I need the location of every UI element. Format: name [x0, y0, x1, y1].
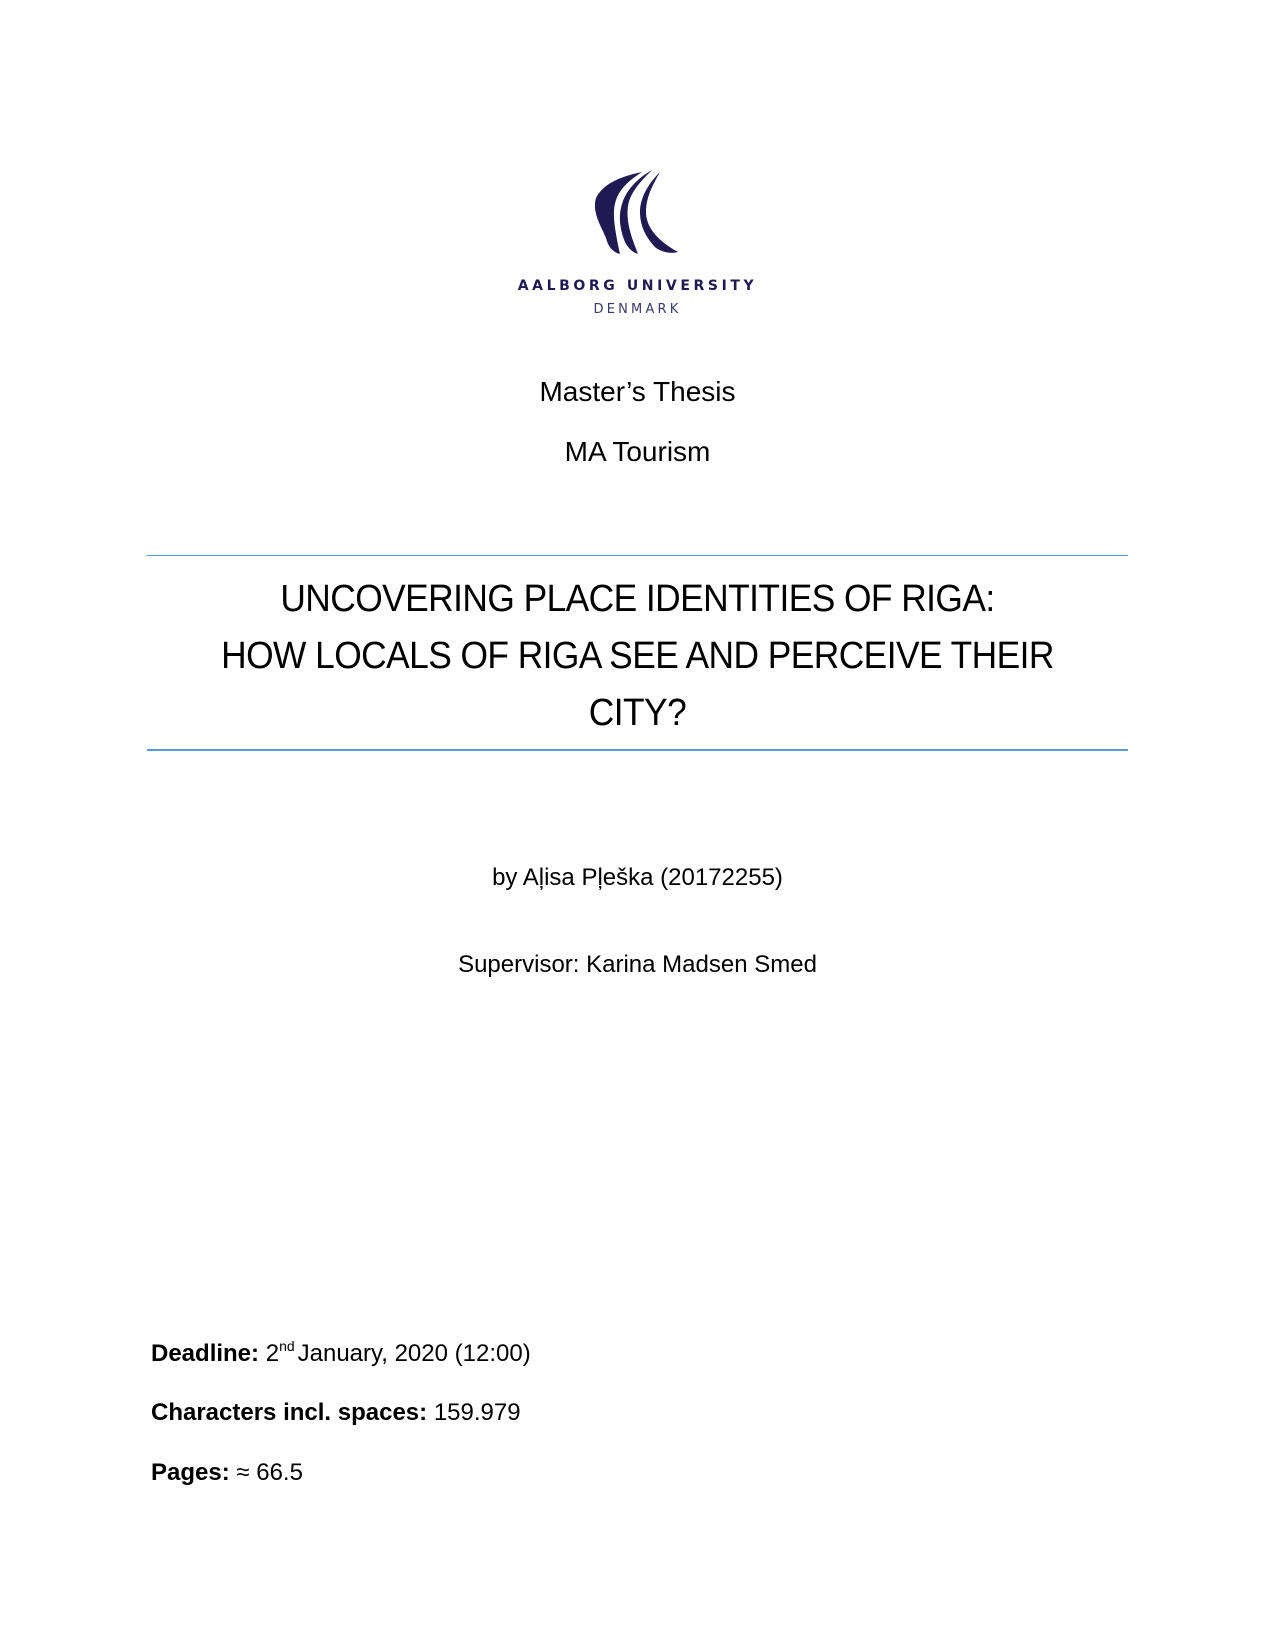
- supervisor-line: Supervisor: Karina Madsen Smed: [458, 951, 817, 978]
- aalborg-university-wave-logo-icon: [590, 168, 680, 260]
- deadline-rest: January, 2020 (12:00): [297, 1340, 531, 1367]
- programme-name: MA Tourism: [564, 436, 711, 467]
- title-rule-top: [147, 555, 1128, 556]
- degree-type: Master’s Thesis: [539, 376, 736, 407]
- title-rule-bottom: [147, 749, 1128, 751]
- characters-line: [151, 1399, 521, 1427]
- characters-label: Characters incl. spaces:: [151, 1399, 428, 1426]
- thesis-title: [181, 571, 1093, 742]
- thesis-title-line: UNCOVERING PLACE IDENTITIES OF RIGA:: [280, 578, 995, 620]
- deadline-day-suffix: nd: [279, 1338, 295, 1354]
- pages-line: [151, 1459, 303, 1487]
- characters-value: 159.979: [433, 1399, 521, 1426]
- thesis-title-line: CITY?: [588, 692, 687, 734]
- pages-label: Pages:: [151, 1459, 230, 1486]
- deadline-line: [151, 1340, 531, 1368]
- deadline-day: 2: [265, 1340, 280, 1367]
- university-name: AALBORG UNIVERSITY: [517, 278, 758, 294]
- university-country: DENMARK: [593, 302, 682, 317]
- thesis-title-line: HOW LOCALS OF RIGA SEE AND PERCEIVE THEIR: [221, 635, 1054, 677]
- author-byline: by Aļisa Pļeška (20172255): [492, 864, 783, 891]
- deadline-label: Deadline:: [151, 1340, 260, 1367]
- pages-value: ≈ 66.5: [236, 1459, 303, 1486]
